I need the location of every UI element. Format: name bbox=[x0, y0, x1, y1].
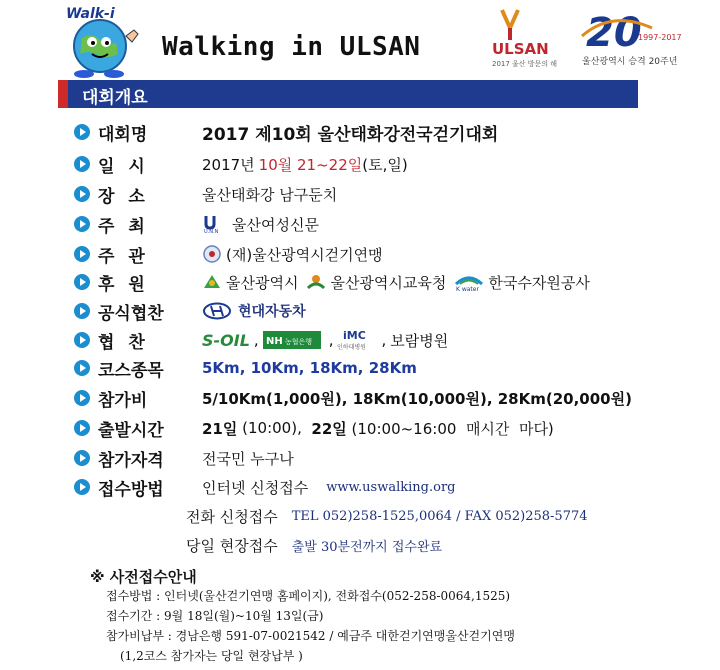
nh-bank-logo-icon bbox=[263, 331, 321, 349]
value-place: 울산태화강 남구둔치 bbox=[202, 185, 338, 204]
page-title: Walking in ULSAN bbox=[162, 32, 421, 62]
arrow-bullet-icon bbox=[74, 186, 90, 202]
ulsan-logo-subtext: 2017 울산 방문의 해 bbox=[492, 60, 558, 68]
label-eligibility: 참가자격 bbox=[98, 450, 164, 471]
value-organizer bbox=[202, 244, 383, 265]
label-fee: 참가비 bbox=[98, 390, 148, 411]
arrow-bullet-icon bbox=[74, 124, 90, 140]
row-official-sponsor bbox=[74, 297, 306, 325]
row-place bbox=[74, 180, 337, 208]
arrow-bullet-icon bbox=[74, 216, 90, 232]
notice-line-payment: 참가비납부 : 경남은행 591-07-0021542 / 예금주 대한걷기연맹울산걷기연맹 bbox=[106, 629, 515, 643]
ulsan-education-office-emblem-icon bbox=[306, 272, 326, 292]
hyundai-name: 현대자동차 bbox=[238, 304, 306, 320]
label-event-name: 대회명 bbox=[98, 124, 148, 145]
kwater-logo-icon bbox=[454, 272, 484, 292]
label-start-time: 출발시간 bbox=[98, 420, 164, 441]
arrow-bullet-icon bbox=[74, 479, 90, 495]
svg-text:인하대병원: 인하대병원 bbox=[337, 344, 367, 351]
registration-web: 인터넷 신청접수 www.uswalking.org bbox=[202, 478, 456, 497]
sponsor-ulsan-city: 울산광역시 bbox=[226, 273, 299, 292]
label-date: 일시 bbox=[98, 156, 159, 177]
date-year: 2017년 bbox=[202, 155, 255, 174]
svg-text:K water: K water bbox=[456, 286, 480, 292]
organizer-name: (재)울산광역시걷기연맹 bbox=[226, 245, 383, 264]
notice-line-method: 접수방법 : 인터넷(울산걷기연맹 홈페이지), 전화접수(052-258-0064,1525) bbox=[106, 589, 511, 603]
arrow-bullet-icon bbox=[74, 420, 90, 436]
label-course: 코스종목 bbox=[98, 360, 164, 381]
soil-logo: S-OIL bbox=[202, 330, 250, 350]
arrow-bullet-icon bbox=[74, 303, 90, 319]
label-sponsor: 후원 bbox=[98, 274, 159, 295]
registration-onsite-label: 당일 현장접수 bbox=[186, 536, 278, 555]
registration-onsite-info: 출발 30분전까지 접수완료 bbox=[291, 539, 443, 555]
registration-url-link[interactable]: www.uswalking.org bbox=[326, 479, 456, 495]
notice-line-onsite-payment: (1,2코스 참가자는 당일 현장납부 ) bbox=[120, 649, 303, 663]
svg-text:U.N.N: U.N.N bbox=[204, 229, 219, 234]
imc-hospital-logo-icon bbox=[337, 328, 377, 352]
ulsan-logo-text: ULSAN bbox=[492, 40, 549, 58]
row-support bbox=[74, 326, 448, 354]
date-weekday: (토,일) bbox=[362, 155, 408, 174]
arrow-bullet-icon bbox=[74, 246, 90, 262]
value-fee: 5/10Km(1,000원), 18Km(10,000원), 28Km(20,000원) bbox=[202, 389, 632, 408]
date-days: 10월 21~22일 bbox=[258, 155, 363, 174]
row-registration bbox=[74, 473, 455, 501]
section-title: 대회개요 bbox=[82, 88, 148, 108]
arrow-bullet-icon bbox=[74, 156, 90, 172]
ulsan-20th-anniversary-logo bbox=[572, 6, 712, 70]
ulsan-city-emblem-icon bbox=[202, 272, 222, 292]
row-event-name bbox=[74, 118, 498, 146]
label-registration: 접수방법 bbox=[98, 479, 164, 500]
row-start-time bbox=[74, 414, 554, 442]
hyundai-logo-icon bbox=[202, 302, 232, 320]
registration-phone bbox=[186, 502, 588, 530]
svg-text:NH: NH bbox=[265, 336, 283, 347]
sponsor-education-office: 울산광역시교육청 bbox=[330, 273, 447, 292]
arrow-bullet-icon bbox=[74, 274, 90, 290]
label-place: 장소 bbox=[98, 186, 159, 207]
arrow-bullet-icon bbox=[74, 332, 90, 348]
arrow-bullet-icon bbox=[74, 450, 90, 466]
unn-logo-icon bbox=[202, 214, 228, 234]
value-event-name: 2017 제10회 울산태화강전국걷기대회 bbox=[202, 124, 499, 145]
notice-line-period: 접수기간 : 9월 18일(월)~10월 13일(금) bbox=[106, 609, 324, 623]
value-date bbox=[202, 154, 408, 175]
host-name: 울산여성신문 bbox=[232, 215, 319, 234]
anniversary-caption: 울산광역시 승격 20주년 bbox=[582, 57, 678, 67]
row-host bbox=[74, 210, 319, 238]
arrow-bullet-icon bbox=[74, 360, 90, 376]
row-organizer bbox=[74, 240, 383, 268]
label-organizer: 주관 bbox=[98, 246, 159, 267]
registration-onsite bbox=[186, 531, 442, 559]
registration-phone-label: 전화 신청접수 bbox=[186, 507, 278, 526]
walk-i-logo-text: Walk-i bbox=[66, 6, 115, 22]
svg-text:농협은행: 농협은행 bbox=[284, 338, 312, 346]
row-fee bbox=[74, 384, 632, 412]
value-sponsor bbox=[202, 272, 590, 293]
value-eligibility: 전국민 누구나 bbox=[202, 449, 294, 468]
row-eligibility bbox=[74, 444, 294, 472]
anniversary-number: 20 bbox=[586, 10, 642, 56]
label-support: 협찬 bbox=[98, 332, 159, 353]
row-date bbox=[74, 150, 408, 178]
ulsan-visit-year-logo bbox=[488, 4, 568, 70]
row-course bbox=[74, 354, 417, 382]
value-host bbox=[202, 214, 319, 235]
registration-phone-info: TEL 052)258-1525,0064 / FAX 052)258-5774 bbox=[291, 508, 588, 524]
pre-registration-title: ※ 사전접수안내 bbox=[90, 568, 197, 586]
value-official-sponsor bbox=[202, 301, 306, 321]
value-course: 5Km, 10Km, 18Km, 28Km bbox=[202, 359, 417, 377]
walking-federation-emblem-icon bbox=[202, 244, 222, 264]
label-official-sponsor: 공식협찬 bbox=[98, 303, 164, 324]
sponsor-kwater: 한국수자원공사 bbox=[488, 273, 590, 292]
label-host: 주최 bbox=[98, 216, 159, 237]
value-start-time: 21일 (10:00), 22일 (10:00~16:00 매시간 마다) bbox=[202, 419, 554, 438]
walk-i-mascot-logo bbox=[52, 2, 152, 80]
row-sponsor bbox=[74, 268, 590, 296]
value-support: S-OIL , NH 농협은행 , iMC 인하대병원 , 보람병원 bbox=[202, 329, 449, 351]
arrow-bullet-icon bbox=[74, 390, 90, 406]
boram-hospital: 보람병원 bbox=[390, 331, 449, 350]
section-banner bbox=[58, 80, 638, 108]
svg-text:iMC: iMC bbox=[343, 329, 367, 342]
anniversary-years: 1997-2017 bbox=[638, 33, 682, 42]
